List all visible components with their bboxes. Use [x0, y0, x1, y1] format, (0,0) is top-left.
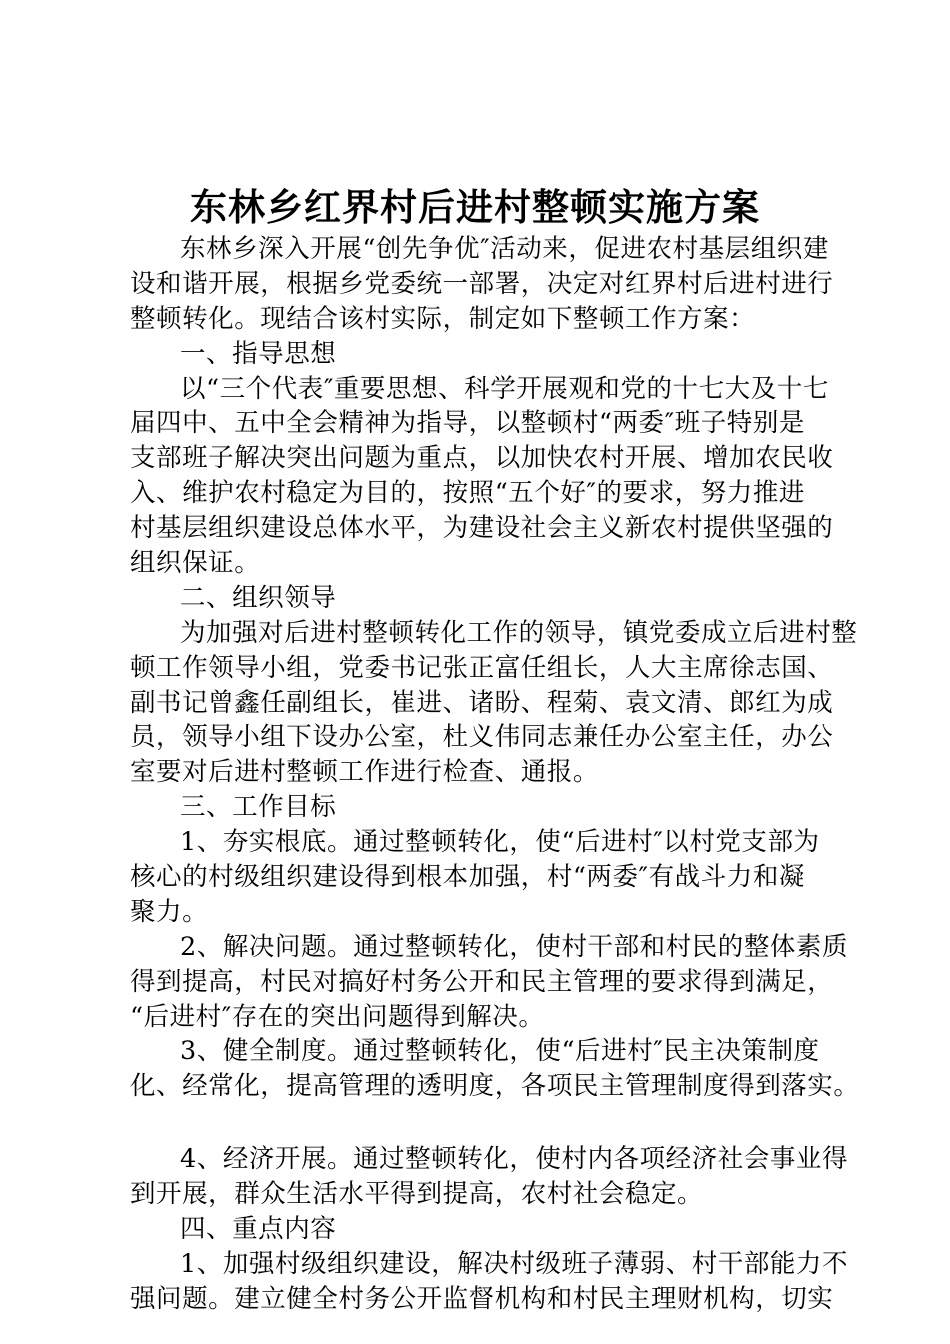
- text-line: 核心的村级组织建设得到根本加强，村“两委″有战斗力和凝: [130, 862, 805, 893]
- document-body: [130, 232, 860, 1317]
- text-line: 村基层组织建设总体水平，为建设社会主义新农村提供坚强的: [130, 513, 834, 544]
- text-line: 为加强对后进村整顿转化工作的领导，镇党委成立后进村整: [180, 617, 858, 648]
- text-line: 以“三个代表″重要思想、科学开展观和党的十七大及十七: [180, 373, 829, 404]
- text-line: 强问题。建立健全村务公开监督机构和村民主理财机构，切实: [130, 1283, 834, 1314]
- text-line: 3、健全制度。通过整顿转化，使“后进村″民主决策制度: [180, 1036, 820, 1067]
- text-line: 2、解决问题。通过整顿转化，使村干部和村民的整体素质: [180, 931, 849, 962]
- text-line: 1、加强村级组织建设，解决村级班子薄弱、村干部能力不: [180, 1248, 849, 1279]
- section-heading: 三、工作目标: [180, 792, 337, 823]
- text-line: 得到提高，村民对搞好村务公开和民主管理的要求得到满足，: [130, 966, 834, 997]
- text-line: 4、经济开展。通过整顿转化，使村内各项经济社会事业得: [180, 1144, 849, 1175]
- blank-line: [130, 1104, 830, 1142]
- text-line: 聚力。: [130, 896, 209, 927]
- text-line: 设和谐开展，根据乡党委统一部署，决定对红界村后进村进行: [130, 268, 834, 299]
- text-line: 组织保证。: [130, 548, 261, 579]
- text-line: 入、维护农村稳定为目的，按照“五个好″的要求，努力推进: [130, 478, 805, 509]
- text-line: 届四中、五中全会精神为指导，以整顿村“两委″班子特别是: [130, 408, 805, 439]
- section-heading: 一、指导思想: [180, 338, 337, 369]
- section-heading: 四、重点内容: [180, 1214, 337, 1245]
- text-line: 室要对后进村整顿工作进行检查、通报。: [130, 757, 599, 788]
- text-line: 化、经常化，提高管理的透明度，各项民主管理制度得到落实。: [130, 1071, 860, 1102]
- text-line: 整顿转化。现结合该村实际，制定如下整顿工作方案：: [130, 303, 756, 334]
- text-line: 到开展，群众生活水平得到提高，农村社会稳定。: [130, 1179, 704, 1210]
- section-heading: 二、组织领导: [180, 582, 337, 613]
- text-line: 东林乡深入开展“创先争优″活动来，促进农村基层组织建: [180, 234, 829, 264]
- text-line: 员，领导小组下设办公室，杜义伟同志兼任办公室主任，办公: [130, 722, 834, 753]
- text-line: “后进村″存在的突出问题得到解决。: [130, 1001, 545, 1032]
- text-line: 顿工作领导小组，党委书记张正富任组长，人大主席徐志国、: [130, 652, 834, 683]
- text-line: 副书记曾鑫任副组长，崔进、诸盼、程菊、袁文清、郎红为成: [130, 687, 834, 718]
- text-line: 1、夯实根底。通过整顿转化，使“后进村″以村党支部为: [180, 827, 820, 858]
- text-line: 支部班子解决突出问题为重点，以加快农村开展、增加农民收: [130, 443, 834, 474]
- document-title: 东林乡红界村后进村整顿实施方案: [190, 186, 760, 229]
